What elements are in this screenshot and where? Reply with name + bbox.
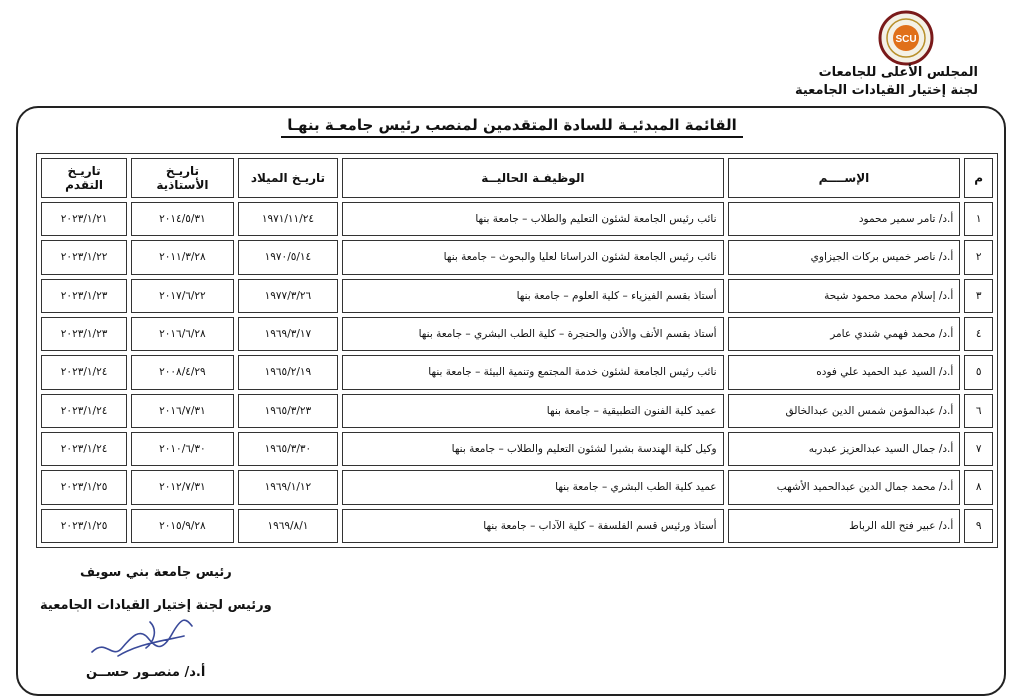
- row-number: ٥: [964, 355, 993, 389]
- committee-name: لجنة إختيار القيادات الجامعية: [794, 83, 978, 98]
- application-date: ٢٠٢٣/١/٢١: [41, 202, 127, 236]
- current-position: أستاذ بقسم الأنف والأذن والحنجرة – كلية الطب البشري – جامعة بنها: [342, 317, 723, 351]
- col-birth-header: تاريـخ الميلاد: [238, 158, 338, 198]
- council-seal-logo: [878, 10, 934, 66]
- candidate-name: أ.د/ السيد عبد الحميد علي فوده: [728, 355, 961, 389]
- birth-date: ١٩٧٠/٥/١٤: [238, 240, 338, 274]
- candidate-name: أ.د/ محمد جمال الدين عبدالحميد الأشهب: [728, 470, 961, 504]
- professorship-date: ٢٠١٥/٩/٢٨: [131, 509, 234, 543]
- table-row: [41, 432, 993, 466]
- row-number: ٣: [964, 279, 993, 313]
- organization-header: [795, 64, 978, 100]
- row-number: ٦: [964, 394, 993, 428]
- application-date: ٢٠٢٣/١/٢٣: [41, 279, 127, 313]
- birth-date: ١٩٦٥/٣/٣٠: [238, 432, 338, 466]
- professorship-date: ٢٠١٤/٥/٣١: [131, 202, 234, 236]
- application-date: ٢٠٢٣/١/٢٥: [41, 509, 127, 543]
- table-row: [41, 509, 993, 543]
- logo-text: SCU: [895, 34, 917, 45]
- candidate-name: أ.د/ عبير فتح الله الرباط: [728, 509, 961, 543]
- current-position: عميد كلية الفنون التطبيقية – جامعة بنها: [342, 394, 723, 428]
- application-date: ٢٠٢٣/١/٢٤: [41, 432, 127, 466]
- birth-date: ١٩٦٩/١/١٢: [238, 470, 338, 504]
- application-date: ٢٠٢٣/١/٢٢: [41, 240, 127, 274]
- candidate-name: أ.د/ محمد فهمي شندي عامر: [728, 317, 961, 351]
- table-row: [41, 240, 993, 274]
- table-row: [41, 355, 993, 389]
- professorship-date: ٢٠١٦/٧/٣١: [131, 394, 234, 428]
- table-row: [41, 317, 993, 351]
- signatory-role: ورئيس لجنة إختيار القيادات الجامعية: [40, 598, 272, 613]
- birth-date: ١٩٦٩/٨/١: [238, 509, 338, 543]
- row-number: ٤: [964, 317, 993, 351]
- current-position: نائب رئيس الجامعة لشئون الدراساتا لعليا والبحوث – جامعة بنها: [342, 240, 723, 274]
- row-number: ١: [964, 202, 993, 236]
- handwritten-signature: [88, 608, 198, 666]
- row-number: ٨: [964, 470, 993, 504]
- application-date: ٢٠٢٣/١/٢٣: [41, 317, 127, 351]
- col-professorship-header: تاريـخ الأستاذية: [131, 158, 234, 198]
- signatory-title: رئيس جامعة بني سويف: [80, 565, 232, 580]
- current-position: وكيل كلية الهندسة بشبرا لشئون التعليم والطلاب – جامعة بنها: [342, 432, 723, 466]
- candidate-name: أ.د/ إسلام محمد محمود شيحة: [728, 279, 961, 313]
- birth-date: ١٩٦٥/٢/١٩: [238, 355, 338, 389]
- page-title: [0, 116, 1024, 134]
- table-row: [41, 202, 993, 236]
- birth-date: ١٩٧٧/٣/٢٦: [238, 279, 338, 313]
- current-position: أستاذ ورئيس قسم الفلسفة – كلية الآداب – جامعة بنها: [342, 509, 723, 543]
- table-row: [41, 279, 993, 313]
- current-position: نائب رئيس الجامعة لشئون التعليم والطلاب – جامعة بنها: [342, 202, 723, 236]
- candidate-name: أ.د/ تامر سمير محمود: [728, 202, 961, 236]
- application-date: ٢٠٢٣/١/٢٤: [41, 394, 127, 428]
- professorship-date: ٢٠٠٨/٤/٢٩: [131, 355, 234, 389]
- birth-date: ١٩٦٩/٣/١٧: [238, 317, 338, 351]
- row-number: ٧: [964, 432, 993, 466]
- candidates-table: [36, 153, 998, 548]
- professorship-date: ٢٠١٧/٦/٢٢: [131, 279, 234, 313]
- row-number: ٩: [964, 509, 993, 543]
- candidate-name: أ.د/ جمال السيد عبدالعزيز عبدربه: [728, 432, 961, 466]
- signatory-name: أ.د/ منصـور حســن: [86, 665, 206, 680]
- professorship-date: ٢٠١٢/٧/٣١: [131, 470, 234, 504]
- professorship-date: ٢٠١٠/٦/٣٠: [131, 432, 234, 466]
- candidate-name: أ.د/ ناصر خميس بركات الجيزاوي: [728, 240, 961, 274]
- col-job-header: الوظيفـة الحاليــة: [342, 158, 723, 198]
- table-row: [41, 470, 993, 504]
- col-name-header: الإســــم: [728, 158, 961, 198]
- application-date: ٢٠٢٣/١/٢٥: [41, 470, 127, 504]
- table-header-row: [41, 158, 993, 198]
- page-title-text: القائمة المبدئيـة للسادة المتقدمين لمنصب رئيس جامعـة بنهـا: [281, 116, 743, 138]
- application-date: ٢٠٢٣/١/٢٤: [41, 355, 127, 389]
- professorship-date: ٢٠١١/٣/٢٨: [131, 240, 234, 274]
- birth-date: ١٩٧١/١١/٢٤: [238, 202, 338, 236]
- current-position: نائب رئيس الجامعة لشئون خدمة المجتمع وتنمية البيئة – جامعة بنها: [342, 355, 723, 389]
- current-position: أستاذ بقسم الفيزياء – كلية العلوم – جامعة بنها: [342, 279, 723, 313]
- row-number: ٢: [964, 240, 993, 274]
- col-number-header: م: [964, 158, 993, 198]
- current-position: عميد كلية الطب البشري – جامعة بنها: [342, 470, 723, 504]
- org-name: المجلس الأعلى للجامعات: [818, 65, 978, 80]
- birth-date: ١٩٦٥/٣/٢٣: [238, 394, 338, 428]
- professorship-date: ٢٠١٦/٦/٢٨: [131, 317, 234, 351]
- table-row: [41, 394, 993, 428]
- candidate-name: أ.د/ عبدالمؤمن شمس الدين عبدالخالق: [728, 394, 961, 428]
- col-apply-header: تاريـخ التقدم: [41, 158, 127, 198]
